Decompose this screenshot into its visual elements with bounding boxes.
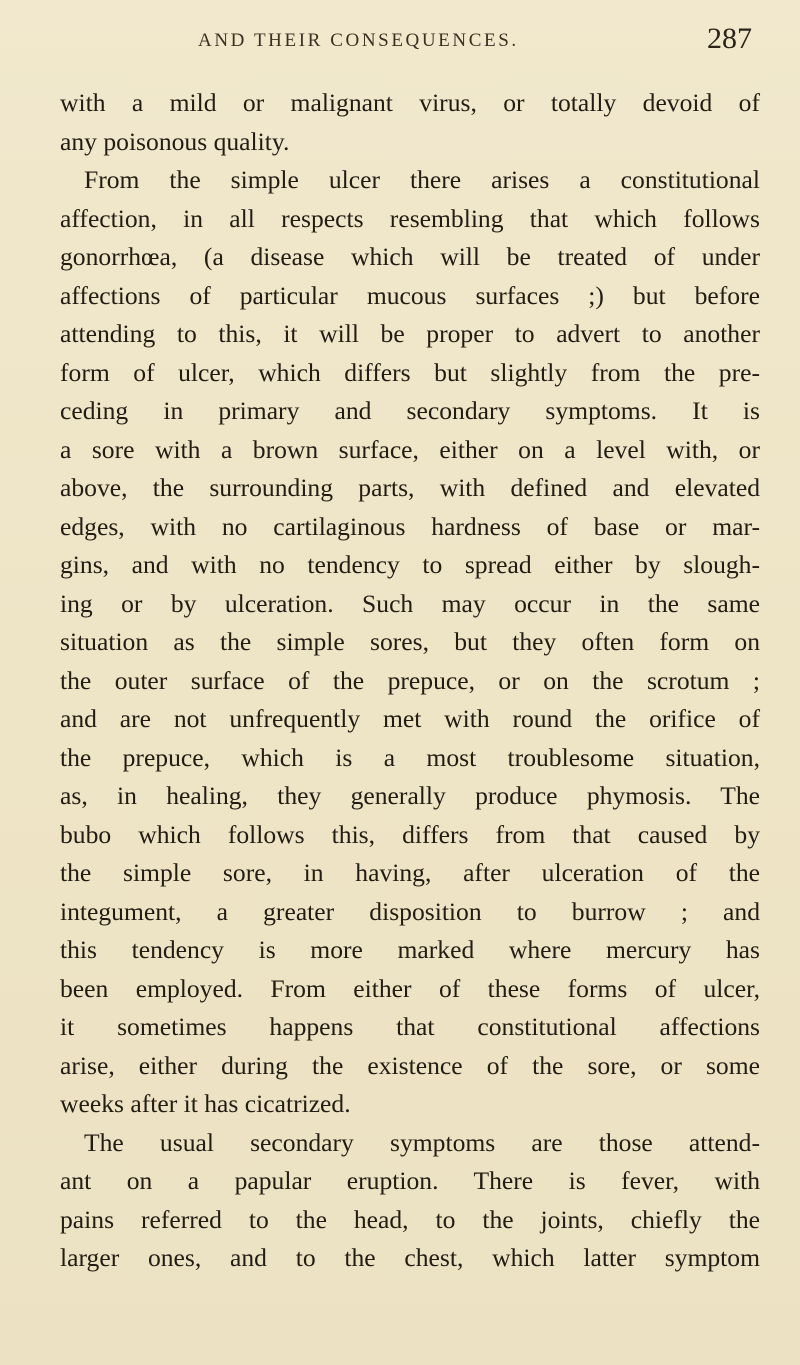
text-line: it sometimes happens that constitutional affections (60, 1012, 760, 1041)
text-line: attending to this, it will be proper to advert to another (60, 319, 760, 348)
text-line: been employed. From either of these forms of ulcer, (60, 973, 760, 1003)
text-line: affection, in all respects resembling that which follows (60, 203, 760, 233)
text-line: edges, with no cartilaginous hardness of base or mar- (60, 511, 760, 541)
text-line: gonorrhœa, (a disease which will be treated of under (60, 242, 760, 271)
text-line: the prepuce, which is a most troublesome situation, (60, 742, 760, 772)
text-line: integument, a greater disposition to burrow ; and (60, 896, 760, 926)
text-line: larger ones, and to the chest, which latter symptom (60, 1243, 760, 1272)
running-head (198, 22, 752, 62)
text-line: with a mild or malignant virus, or totally devoid of (60, 88, 760, 117)
text-line: as, in healing, they generally produce phymosis. The (60, 781, 760, 810)
text-line: pains referred to the head, to the joints, chiefly the (60, 1204, 760, 1234)
text-line: ceding in primary and secondary symptoms. It is (60, 396, 760, 425)
text-line: any poisonous quality. (60, 126, 290, 156)
text-line: situation as the simple sores, but they often form on (60, 627, 760, 656)
text-line: ant on a papular eruption. There is fever, with (60, 1166, 760, 1195)
text-line: arise, either during the existence of the sore, or some (60, 1050, 760, 1080)
text-line: affections of particular mucous surfaces ;) but before (60, 280, 760, 310)
text-line: above, the surrounding parts, with defined and elevated (60, 473, 760, 502)
text-line: form of ulcer, which differs but slightly from the pre- (60, 357, 760, 387)
text-line: the simple sore, in having, after ulceration of the (60, 858, 760, 887)
text-line: weeks after it has cicatrized. (60, 1089, 351, 1118)
paragraph-first-line: From the simple ulcer there arises a constitutional (84, 165, 760, 194)
text-line: gins, and with no tendency to spread either by slough- (60, 550, 760, 579)
text-line: ing or by ulceration. Such may occur in the same (60, 588, 760, 618)
text-line: and are not unfrequently met with round the orifice of (60, 704, 760, 733)
text-line: bubo which follows this, differs from that caused by (60, 819, 760, 849)
running-title: AND THEIR CONSEQUENCES. (198, 30, 519, 51)
text-line: a sore with a brown surface, either on a level with, or (60, 434, 760, 464)
text-line: the outer surface of the prepuce, or on the scrotum ; (60, 665, 760, 695)
body-text (60, 84, 760, 1278)
page-number: 287 (707, 22, 752, 55)
paragraph-first-line: The usual secondary symptoms are those attend- (84, 1127, 760, 1157)
text-line: this tendency is more marked where mercury has (60, 935, 760, 964)
